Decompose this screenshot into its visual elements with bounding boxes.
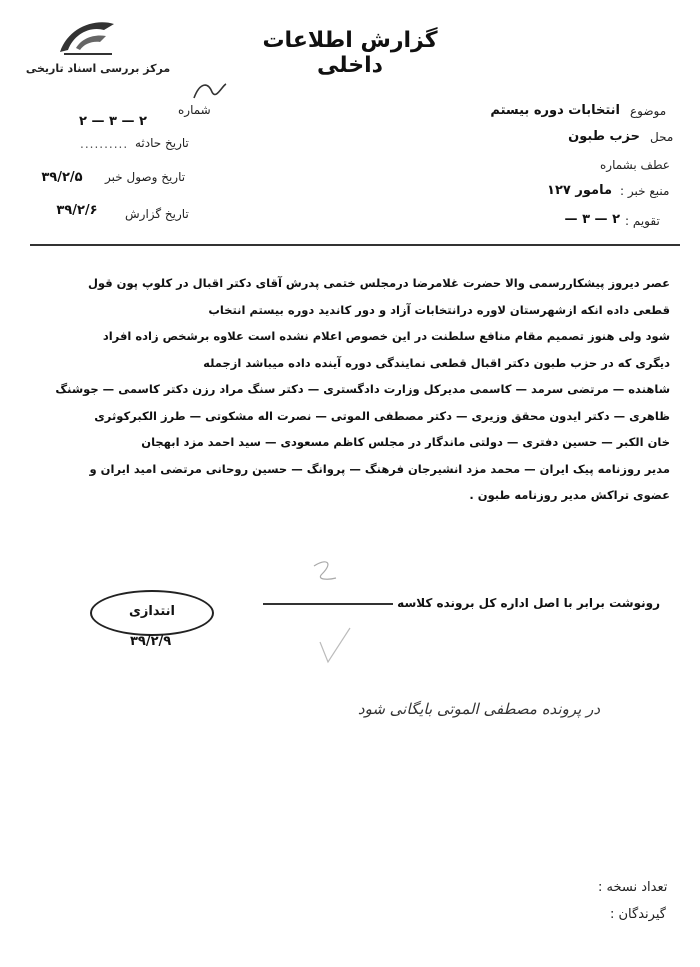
archive-logo [18, 14, 178, 84]
margin-scribble-icon [300, 552, 370, 672]
copy-line-text: رونوشت برابر با اصل اداره کل برونده کلاسه [397, 596, 660, 610]
body-line: شود ولی هنوز تصمیم مقام منافع سلطنت در این خصوص اعلام نشده است علاوه برشخص زاده افراد [102, 329, 670, 343]
body-line: قطعی داده انکه ازشهرستان لاوره درانتخابات آزاد و دور کاندید دوره بیستم انتخاب [208, 302, 670, 317]
body-line: دیگری که در حزب طبون دکتر اقبال قطعی نمایندگی دوره آینده داده میباشد ازجمله [203, 355, 670, 370]
handwritten-note: در پرونده مصطفی الموتی بایگانی شود [357, 700, 600, 718]
source-value: مامور ۱۲۷ [547, 183, 612, 198]
header-divider [30, 244, 680, 246]
body-line: ظاهری — دکتر ایدون محقق وزیری — دکتر مصطفی الموتی — نصرت اله مشکوتی — طرز الکبرکوثری [94, 408, 670, 423]
number-value: ۲ — ۳ — ۲ [79, 114, 147, 129]
scribble-mark-icon [190, 78, 230, 104]
logo-caption: مرکز بررسی اسناد تاریخی [25, 62, 171, 75]
attached-number-label: عطف بشماره [600, 158, 670, 172]
report-body [38, 270, 670, 509]
report-date-value: ۳۹/۲/۶ [56, 203, 98, 218]
body-line: مدیر روزنامه پیک ایران — محمد مزد انشیرجان فرهنگ — پروانگ — حسین روحانی مرتضی امید ایران و [89, 461, 670, 476]
subject-label: موضوع [630, 104, 667, 118]
body-line: عضوی تراکش مدیر روزنامه طبون . [469, 488, 670, 502]
body-line: شاهنده — مرتضی سرمد — کاسمی مدیرکل وزارت دادگستری — دکتر سنگ مراد رزن دکتر کاسمی — جوشنگ [55, 382, 670, 396]
page-title: گزارش اطلاعات داخلی [262, 28, 438, 78]
location-value: حزب طبون [568, 129, 640, 144]
copy-line [268, 596, 660, 610]
subject-value: انتخابات دوره بیستم [490, 103, 620, 118]
event-date-label: تاریخ حادثه [135, 136, 189, 150]
report-date-label: تاریخ گزارش [125, 207, 189, 221]
office-seal: انتدازی [90, 590, 214, 636]
number-label: شماره [178, 103, 211, 117]
received-date-value: ۳۹/۲/۵ [41, 170, 83, 185]
recipients-label: گیرندگان : [610, 907, 666, 922]
calendar-value: ۲ — ۳ — [564, 212, 620, 227]
location-label: محل [650, 130, 674, 144]
body-line: عصر دیروز پیشکاررسمی والا حضرت غلامرضا درمجلس ختمی پدرش آقای دکتر اقبال در کلوپ پون قول [87, 276, 670, 290]
source-label: منبع خبر : [620, 184, 670, 198]
body-line: خان الکبر — حسین دفتری — دولتی ماندگار در مجلس کاظم مسعودی — سید احمد مزد ابهجان [141, 435, 670, 449]
archive-emblem-icon [54, 14, 124, 60]
copy-line-blank [263, 603, 393, 605]
received-date-label: تاریخ وصول خبر [105, 170, 186, 184]
event-date-dots: .......... [80, 137, 129, 151]
seal-date: ۳۹/۲/۹ [130, 634, 172, 649]
calendar-label: تقویم : [625, 214, 660, 228]
copies-count-label: تعداد نسخه : [598, 880, 668, 895]
